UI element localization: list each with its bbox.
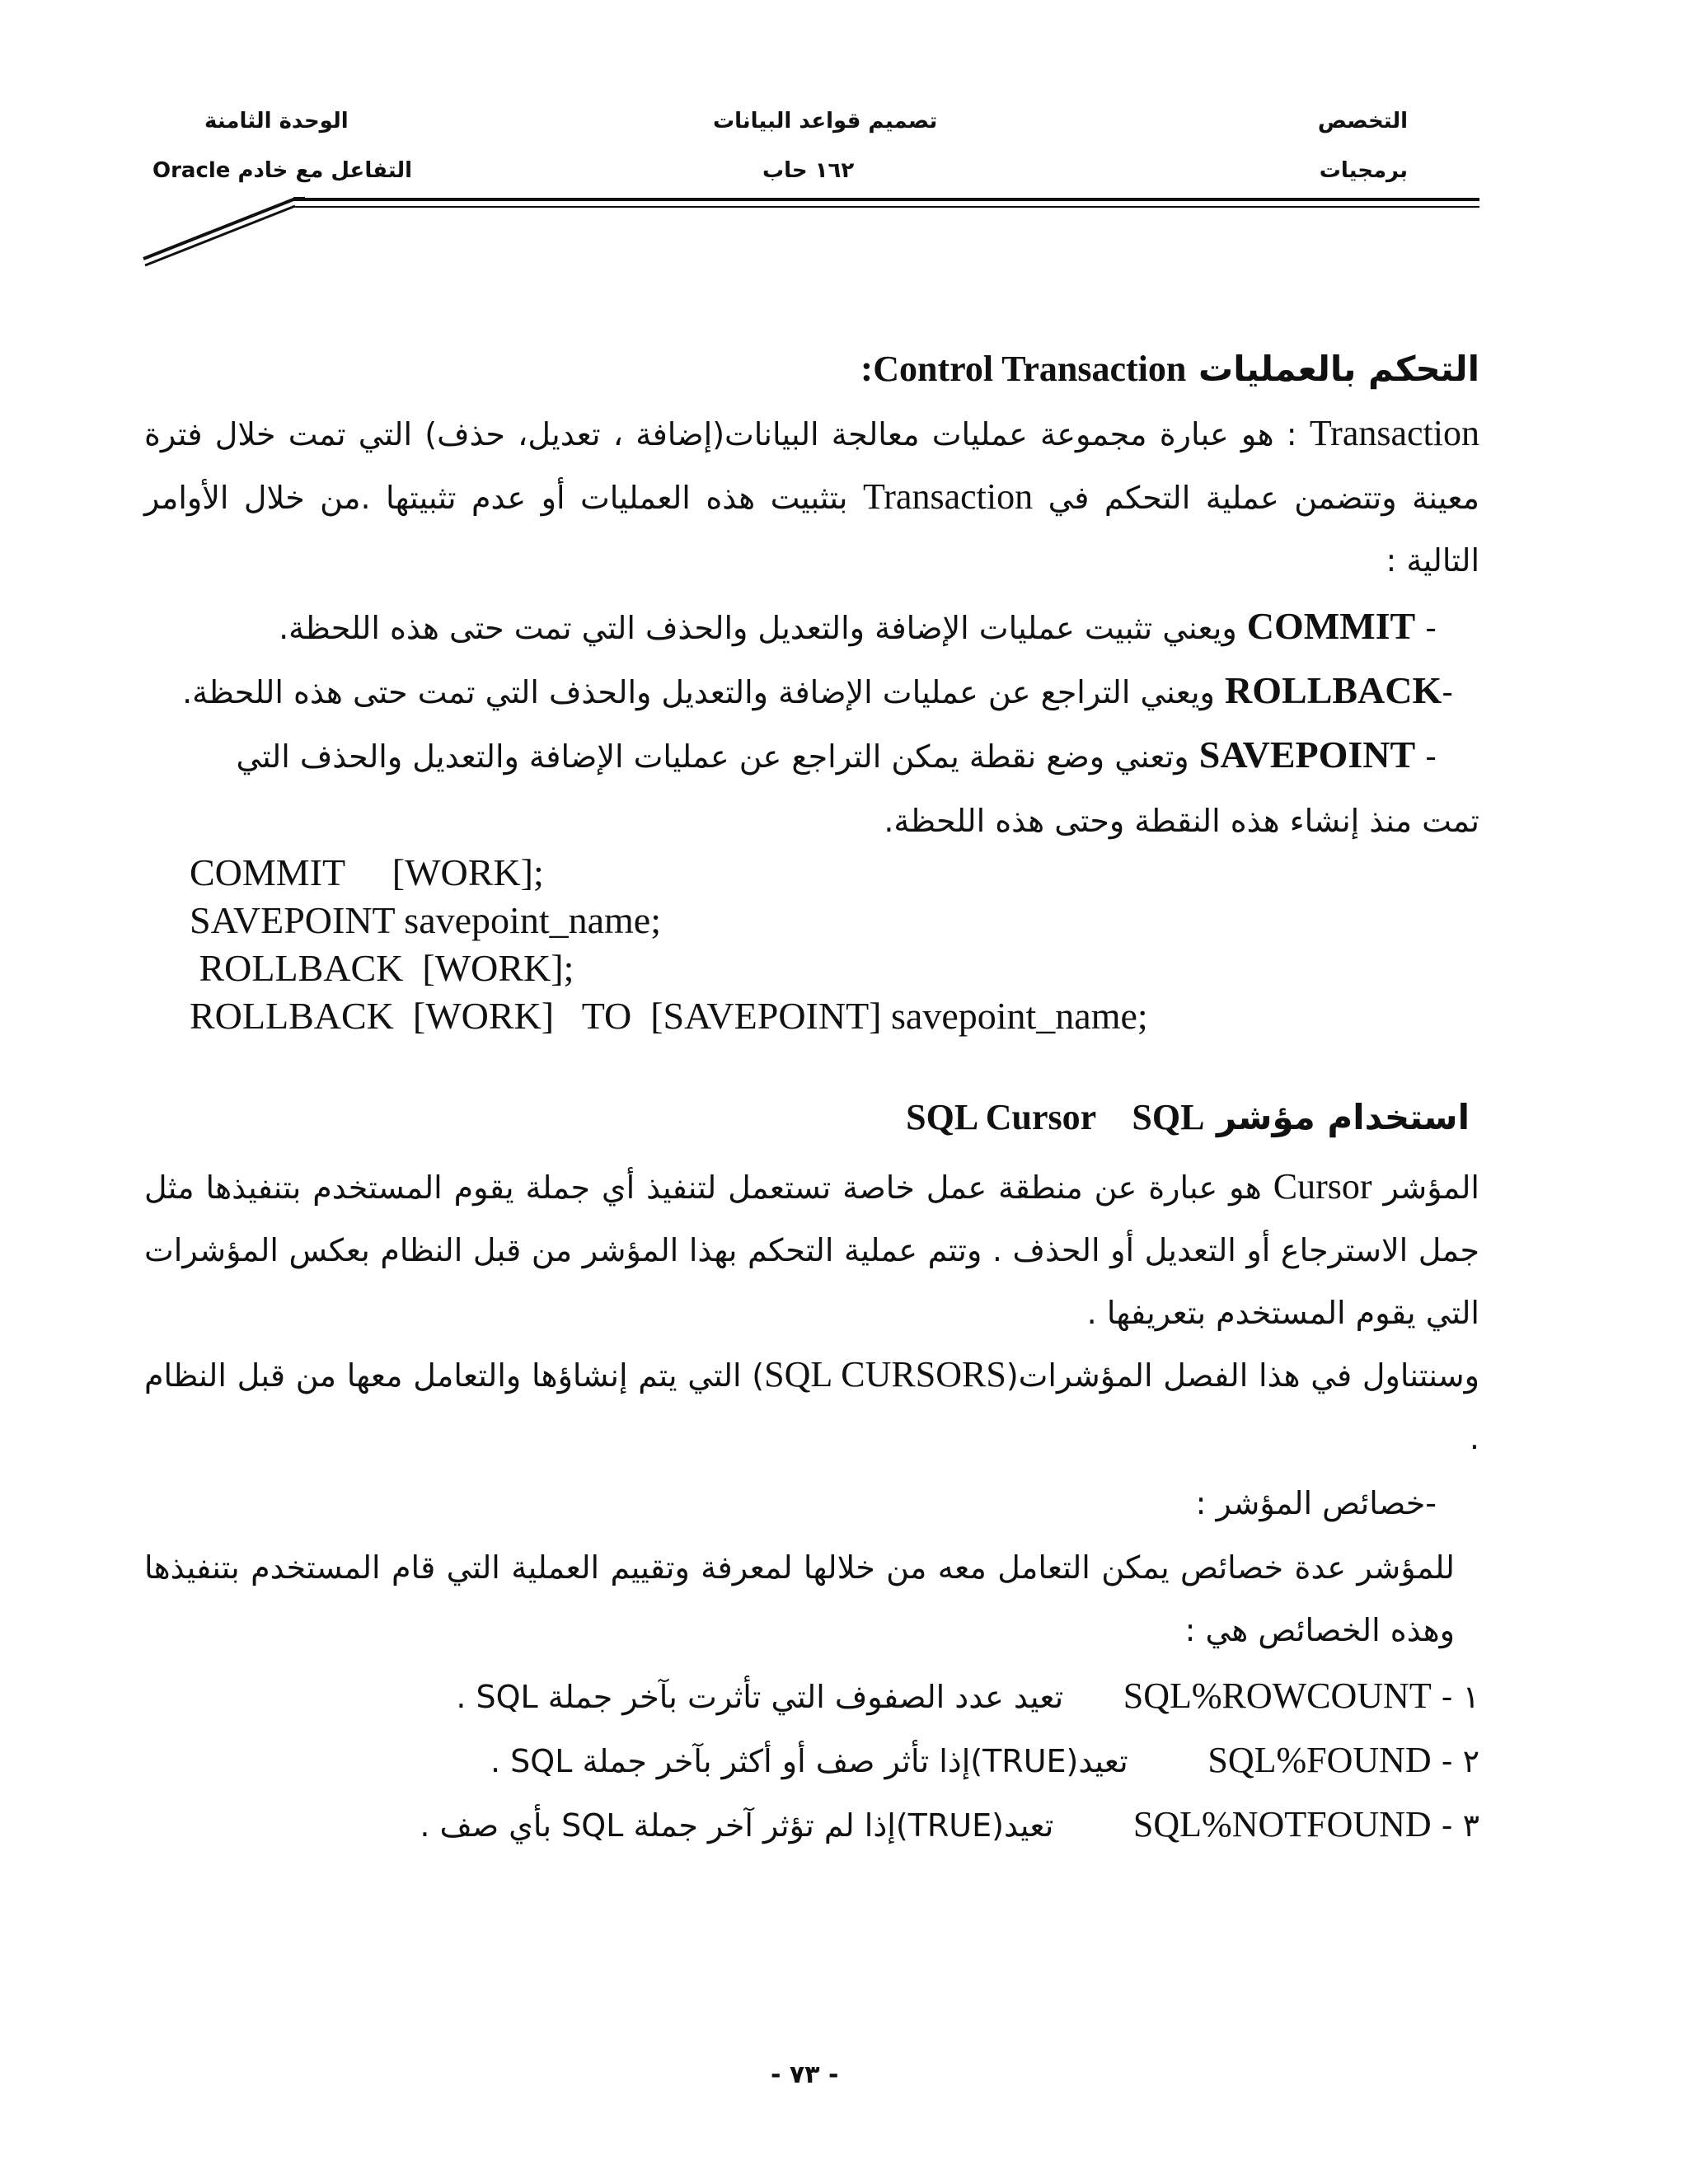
- notfound-desc: تعيد(TRUE)إذا لم تؤثر آخر جملة SQL بأي صف .: [420, 1807, 1054, 1844]
- code-rollback: ROLLBACK [WORK];: [190, 947, 574, 989]
- header-rule-thick: [293, 198, 1479, 201]
- sql-cursors-a: وسنتناول في هذا الفصل المؤشرات(: [1006, 1357, 1479, 1394]
- property-notfound: ٣ - SQL%NOTFOUND تعيد(TRUE)إذا لم تؤثر آخر جملة SQL بأي صف .: [420, 1804, 1479, 1844]
- commit-desc: ويعني تثبيت عمليات الإضافة والتعديل والحذف التي تمت حتى هذه اللحظة.: [279, 610, 1237, 646]
- rowcount-desc: تعيد عدد الصفوف التي تأثرت بآخر جملة SQL .: [456, 1679, 1064, 1715]
- property-rowcount: ١ - SQL%ROWCOUNT تعيد عدد الصفوف التي تأثرت بآخر جملة SQL .: [456, 1675, 1479, 1716]
- attr-notfound: SQL%NOTFOUND: [1132, 1804, 1432, 1844]
- property-num: ٢: [1462, 1743, 1479, 1779]
- keyword-commit: COMMIT: [1246, 605, 1416, 647]
- bullet-commit: [101, 595, 1437, 659]
- section-heading-transaction: [860, 346, 1479, 390]
- property-found: ٢ - SQL%FOUND تعيد(TRUE)إذا تأثر صف أو أكثر بآخر جملة SQL .: [490, 1740, 1479, 1780]
- bullet-dash: -: [1442, 674, 1453, 710]
- cursor-def-a: المؤشر: [1383, 1169, 1479, 1206]
- definition-text-2: بتثبيت هذه العمليات أو عدم تثبيتها .من خلال الأوامر التالية :: [144, 480, 1479, 579]
- bullet-dash: -: [1415, 738, 1437, 775]
- transaction-definition: [144, 402, 1479, 592]
- attr-rowcount: SQL%ROWCOUNT: [1123, 1675, 1432, 1716]
- property-num: ٣: [1462, 1807, 1479, 1844]
- code-commit: COMMIT [WORK];: [190, 851, 544, 893]
- term-transaction: Transaction: [1309, 413, 1479, 453]
- header-specialty-value: برمجيات: [1319, 158, 1408, 183]
- cursor-def-b: هو عبارة عن منطقة عمل خاصة تستعمل لتنفيذ أي جملة يقوم المستخدم بتنفيذها مثل جمل الاسترجاع أو التعديل أو الحذف . وتتم عملية التحكم بهذا المؤشر من قبل النظام بعكس المؤشرات التي يقوم المستخدم بتعريفها .: [144, 1169, 1479, 1331]
- header-unit-title: التفاعل مع خادم Oracle: [152, 158, 413, 183]
- bullet-savepoint-cont: تمت منذ إنشاء هذه النقطة وحتى هذه اللحظة.: [884, 803, 1479, 839]
- cursor-properties-heading: -خصائص المؤشر :: [1195, 1485, 1437, 1521]
- code-rollback-to: ROLLBACK [WORK] TO [SAVEPOINT] savepoint_name;: [190, 995, 1148, 1037]
- header-unit-label: الوحدة الثامنة: [204, 109, 349, 134]
- header-course-title: تصميم قواعد البيانات: [713, 109, 938, 134]
- page-number: - ٧٣ -: [771, 2060, 839, 2089]
- term-sql-cursors: SQL CURSORS: [764, 1354, 1006, 1394]
- header-course-code: ١٦٢ حاب: [762, 158, 855, 183]
- bullet-dash: -: [1415, 610, 1437, 646]
- sql-cursors-intro: [144, 1343, 1479, 1469]
- property-num: ١: [1462, 1679, 1479, 1715]
- definition-text-1: : هو عبارة مجموعة عمليات معالجة البيانات(إضافة ، تعديل، حذف) التي تمت خلال فترة معينة وتتضمن عملية التحكم في: [144, 416, 1480, 516]
- heading-ar: التحكم بالعمليات: [1198, 349, 1479, 389]
- cursor-definition: [144, 1155, 1479, 1344]
- heading-en: SQL Cursor SQL: [906, 1097, 1205, 1137]
- heading-en: Control Transaction: [873, 349, 1187, 389]
- keyword-rollback: ROLLBACK: [1225, 669, 1442, 711]
- cursor-properties-intro: للمؤشر عدة خصائص يمكن التعامل معه من خلالها لمعرفة وتقييم العملية التي قام المستخدم بتنفيذها وهذه الخصائص هي :: [144, 1549, 1455, 1648]
- found-desc: تعيد(TRUE)إذا تأثر صف أو أكثر بآخر جملة SQL .: [490, 1743, 1128, 1779]
- header-rule-thin: [293, 206, 1479, 208]
- savepoint-desc: وتعني وضع نقطة يمكن التراجع عن عمليات الإضافة والتعديل والحذف التي: [236, 738, 1189, 775]
- header-specialty-label: التخصص: [1317, 109, 1408, 134]
- section-heading-cursor: [906, 1096, 1470, 1138]
- term-cursor: Cursor: [1273, 1166, 1372, 1207]
- header-rule-slant: [140, 194, 305, 269]
- heading-ar: استخدام مؤشر: [1217, 1097, 1470, 1137]
- term-transaction-2: Transaction: [862, 476, 1034, 517]
- heading-colon: :: [860, 347, 874, 389]
- keyword-savepoint: SAVEPOINT: [1198, 733, 1416, 776]
- attr-found: SQL%FOUND: [1207, 1740, 1432, 1780]
- bullet-rollback: [118, 659, 1453, 724]
- rollback-desc: ويعني التراجع عن عمليات الإضافة والتعديل والحذف التي تمت حتى هذه اللحظة.: [182, 674, 1215, 710]
- bullet-savepoint: [101, 724, 1437, 788]
- sql-cursors-b: ) التي يتم إنشاؤها والتعامل معها من قبل النظام .: [144, 1357, 1479, 1456]
- code-savepoint: SAVEPOINT savepoint_name;: [190, 899, 661, 941]
